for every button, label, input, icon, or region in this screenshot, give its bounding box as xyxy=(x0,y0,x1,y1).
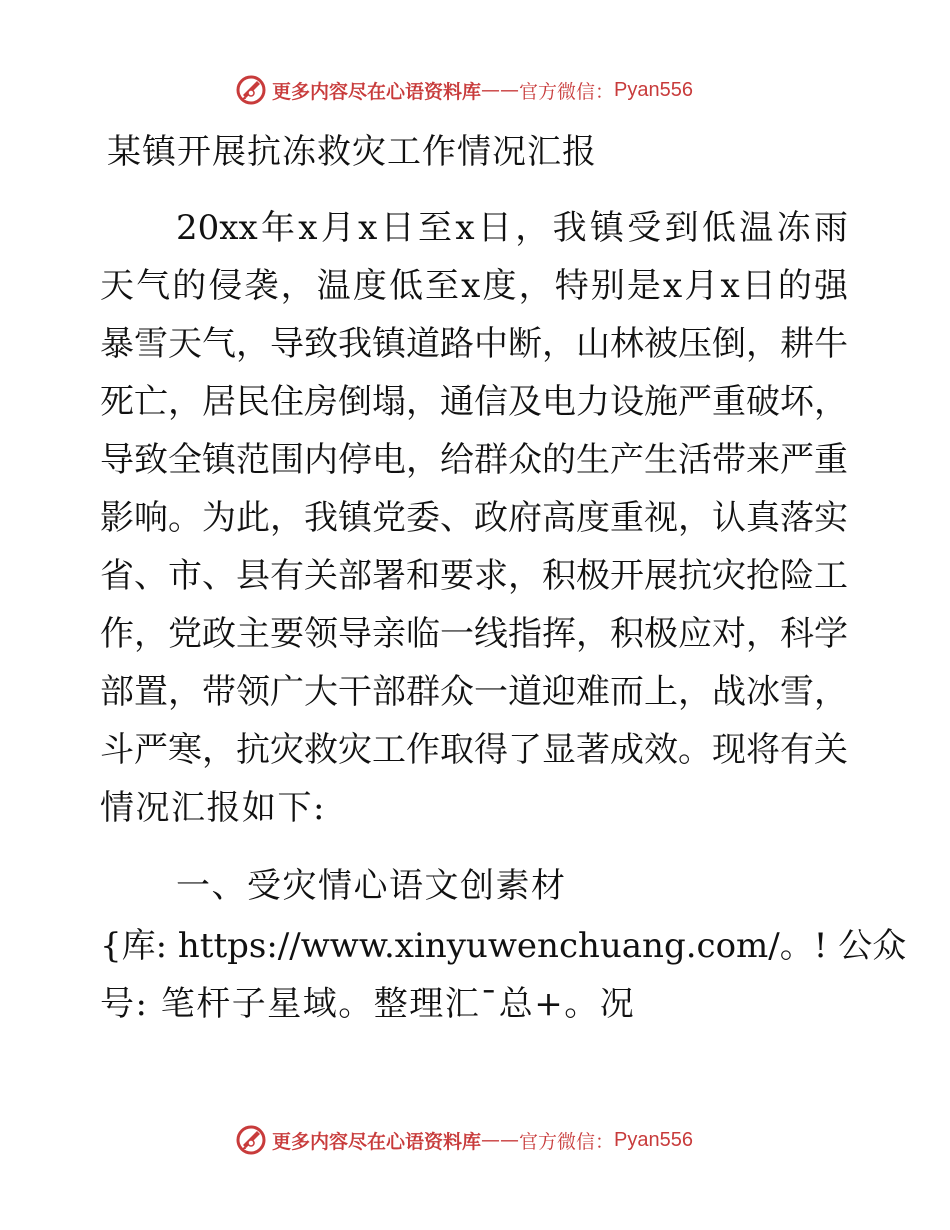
source-line: {库: https://www.xinyuwenchuang.com/。! 公众 xyxy=(100,926,907,966)
watermark-separator: —— xyxy=(481,1129,520,1151)
section-heading: 一、受灾情心语文创素材 xyxy=(176,866,567,906)
watermark-main-text: 更多内容尽在心语资料库 xyxy=(272,80,482,103)
paragraph-line: 部置，带领广大干部群众一道迎难而上，战冰雪， xyxy=(100,672,848,712)
watermark-separator: —— xyxy=(481,79,520,101)
paragraph-line: 影响。为此，我镇党委、政府高度重视，认真落实 xyxy=(100,498,848,538)
footer-watermark xyxy=(234,1122,693,1158)
paragraph-line: 20xx年x月x日至x日，我镇受到低温冻雨 xyxy=(176,208,848,248)
brand-logo-icon xyxy=(234,73,268,107)
paragraph-line: 死亡，居民住房倒塌，通信及电力设施严重破坏， xyxy=(100,382,848,422)
watermark-wechat-id: Pyan556 xyxy=(614,1128,693,1151)
brand-logo-icon xyxy=(234,1123,268,1157)
paragraph-line: 斗严寒，抗灾救灾工作取得了显著成效。现将有关 xyxy=(100,730,848,770)
paragraph-line: 情况汇报如下: xyxy=(100,788,326,828)
paragraph-line: 省、市、县有关部署和要求，积极开展抗灾抢险工 xyxy=(100,556,848,596)
watermark-official-label: 官方微信： xyxy=(519,1130,615,1153)
source-line: 号: 笔杆子星域。整理汇¯总+。况 xyxy=(100,984,636,1024)
paragraph-line: 作，党政主要领导亲临一线指挥，积极应对，科学 xyxy=(100,614,848,654)
paragraph-line: 暴雪天气，导致我镇道路中断，山林被压倒，耕牛 xyxy=(100,324,848,364)
header-watermark xyxy=(234,72,693,108)
paragraph-line: 天气的侵袭，温度低至x度，特别是x月x日的强 xyxy=(100,266,848,306)
watermark-main-text: 更多内容尽在心语资料库 xyxy=(272,1130,482,1153)
watermark-official-label: 官方微信： xyxy=(519,80,615,103)
document-title: 某镇开展抗冻救灾工作情况汇报 xyxy=(107,132,597,172)
paragraph-line: 导致全镇范围内停电，给群众的生产生活带来严重 xyxy=(100,440,848,480)
watermark-wechat-id: Pyan556 xyxy=(614,78,693,101)
